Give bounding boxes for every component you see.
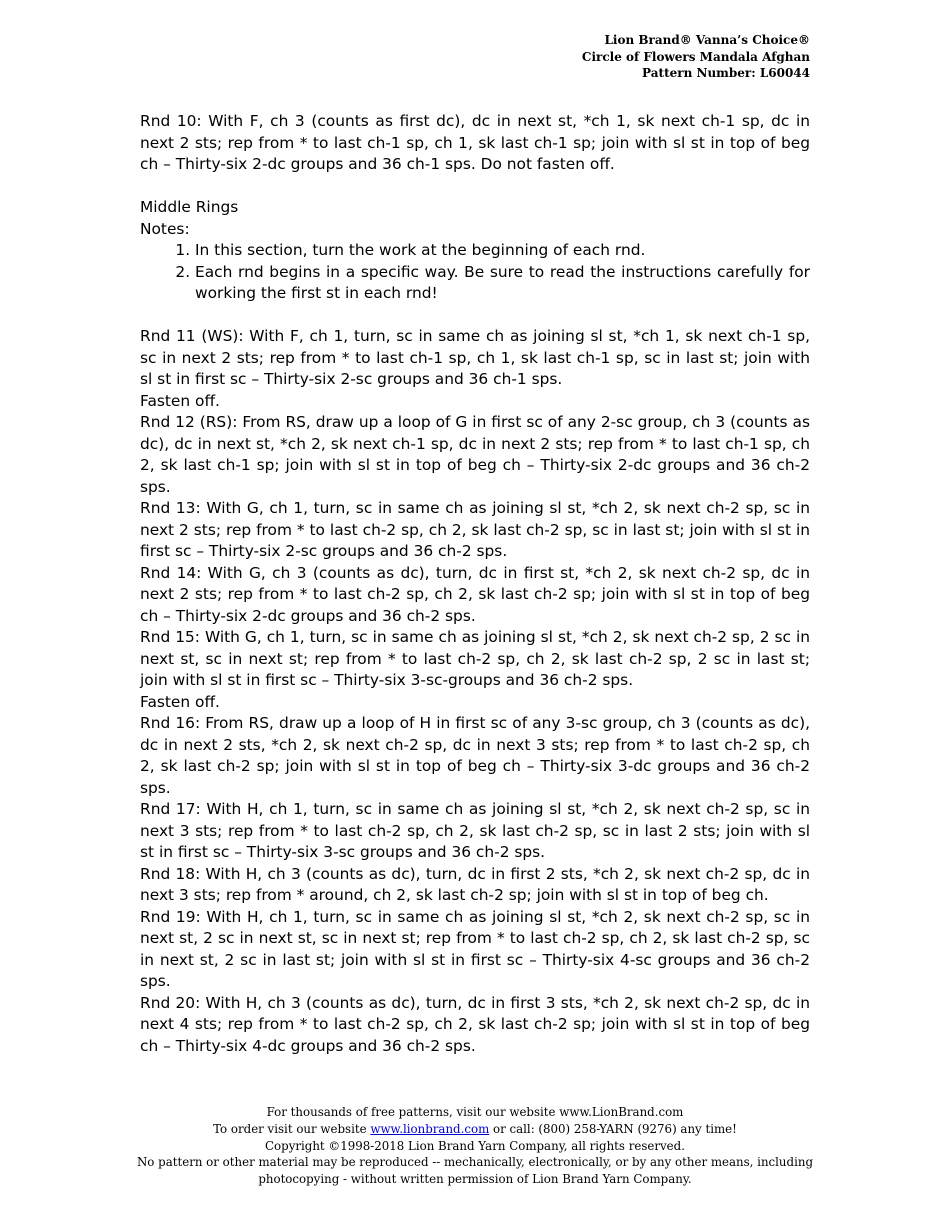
header-pattern-title: Circle of Flowers Mandala Afghan [581, 49, 810, 64]
spacer [140, 176, 810, 198]
round-11-text: Rnd 11 (WS): With F, ch 1, turn, sc in same ch as joining sl st, *ch 1, sk next ch-1 sp, sc in next 2 sts; rep from * to last ch-1 sp, ch 1, sk last ch-1 sp, sc in last st; join with sl st in first sc – Thirty-six 2-sc groups and 36 ch-1 sps. [140, 327, 810, 388]
round-10-text: Rnd 10: With F, ch 3 (counts as first dc), dc in next st, *ch 1, sk next ch-1 sp, dc in next 2 sts; rep from * to last ch-1 sp, ch 1, sk last ch-1 sp; join with sl st in top of beg ch – Thirty-six 2-dc groups and 36 ch-1 sps. Do not fasten off. [140, 112, 810, 173]
footer-reproduction-notice: No pattern or other material may be reproduced -- mechanically, electronically, or by any other means, including photocopying - without written permission of Lion Brand Yarn Company. [136, 1155, 814, 1187]
footer-copyright-line: Copyright ©1998-2018 Lion Brand Yarn Company, all rights reserved. [265, 1138, 685, 1153]
section-title-middle-rings: Middle Rings [140, 198, 239, 216]
footer-order-line [130, 1121, 820, 1138]
round-12-text: Rnd 12 (RS): From RS, draw up a loop of G in first sc of any 2-sc group, ch 3 (counts as dc), dc in next st, *ch 2, sk next ch-1 sp, dc in next 2 sts; rep from * to last ch-1 sp, ch 2, sk last ch-1 sp; join with sl st in top of beg ch – Thirty-six 2-dc groups and 36 ch-2 sps. [140, 413, 810, 496]
notes-list [140, 240, 810, 305]
footer-free-patterns-line: For thousands of free patterns, visit our website www.LionBrand.com [266, 1105, 684, 1119]
round-13-text: Rnd 13: With G, ch 1, turn, sc in same ch as joining sl st, *ch 2, sk next ch-2 sp, sc in next 2 sts; rep from * to last ch-2 sp, ch 2, sk last ch-2 sp, sc in last st; join with sl st in first sc – Thirty-six 2-sc groups and 36 ch-2 sps. [140, 499, 810, 560]
round-20-text: Rnd 20: With H, ch 3 (counts as dc), turn, dc in first 3 sts, *ch 2, sk next ch-2 sp, dc in next 4 sts; rep from * to last ch-2 sp, ch 2, sk last ch-2 sp; join with sl st in top of beg ch – Thirty-six 4-dc groups and 36 ch-2 sps. [140, 993, 810, 1055]
header-pattern-number: Pattern Number: L60044 [642, 66, 810, 80]
pattern-body [140, 111, 810, 1057]
note-item: 2. Each rnd begins in a specific way. Be sure to read the instructions carefully for working the first st in each rnd! [195, 262, 810, 305]
round-19-text: Rnd 19: With H, ch 1, turn, sc in same ch as joining sl st, *ch 2, sk next ch-2 sp, sc in next st, 2 sc in next st, sc in next st; rep from * to last ch-2 sp, ch 2, sk last ch-2 sp, sc in next st, 2 sc in last st; join with sl st in first sc – Thirty-six 4-sc groups and 36 ch-2 sps. [140, 907, 810, 990]
page-footer [130, 1104, 820, 1188]
round-17-text: Rnd 17: With H, ch 1, turn, sc in same ch as joining sl st, *ch 2, sk next ch-2 sp, sc in next 3 sts; rep from * to last ch-2 sp, ch 2, sk last ch-2 sp, sc in last 2 sts; join with sl st in first sc – Thirty-six 3-sc groups and 36 ch-2 sps. [140, 800, 810, 861]
fasten-off-note: Fasten off. [140, 391, 220, 410]
round-16-text: Rnd 16: From RS, draw up a loop of H in first sc of any 3-sc group, ch 3 (counts as dc), dc in next 2 sts, *ch 2, sk next ch-2 sp, dc in next 3 sts; rep from * to last ch-2 sp, ch 2, sk last ch-2 sp; join with sl st in top of beg ch – Thirty-six 3-dc groups and 36 ch-2 sps. [140, 714, 810, 797]
round-15-text: Rnd 15: With G, ch 1, turn, sc in same ch as joining sl st, *ch 2, sk next ch-2 sp, 2 sc in next st, sc in next st; rep from * to last ch-2 sp, ch 2, sk last ch-2 sp, 2 sc in last st; join with sl st in first sc – Thirty-six 3-sc-groups and 36 ch-2 sps. [140, 628, 810, 689]
spacer [140, 305, 810, 327]
footer-order-prefix: To order visit our website [213, 1121, 371, 1136]
note-item: 1. In this section, turn the work at the beginning of each rnd. [195, 240, 810, 262]
footer-order-phone: or call: (800) 258-YARN (9276) any time! [489, 1121, 737, 1136]
header-brand-line: Lion Brand® Vanna’s Choice® [604, 33, 810, 47]
page-header [310, 32, 810, 82]
fasten-off-note: Fasten off. [140, 692, 220, 711]
notes-label: Notes: [140, 219, 190, 238]
round-18-text: Rnd 18: With H, ch 3 (counts as dc), turn, dc in first 2 sts, *ch 2, sk next ch-2 sp, dc in next 3 sts; rep from * around, ch 2, sk last ch-2 sp; join with sl st in top of beg ch. [140, 864, 810, 904]
lionbrand-website-link[interactable]: www.lionbrand.com [370, 1121, 490, 1136]
round-14-text: Rnd 14: With G, ch 3 (counts as dc), turn, dc in first st, *ch 2, sk next ch-2 sp, dc in next 2 sts; rep from * to last ch-2 sp, ch 2, sk last ch-2 sp; join with sl st in top of beg ch – Thirty-six 2-dc groups and 36 ch-2 sps. [140, 563, 810, 625]
